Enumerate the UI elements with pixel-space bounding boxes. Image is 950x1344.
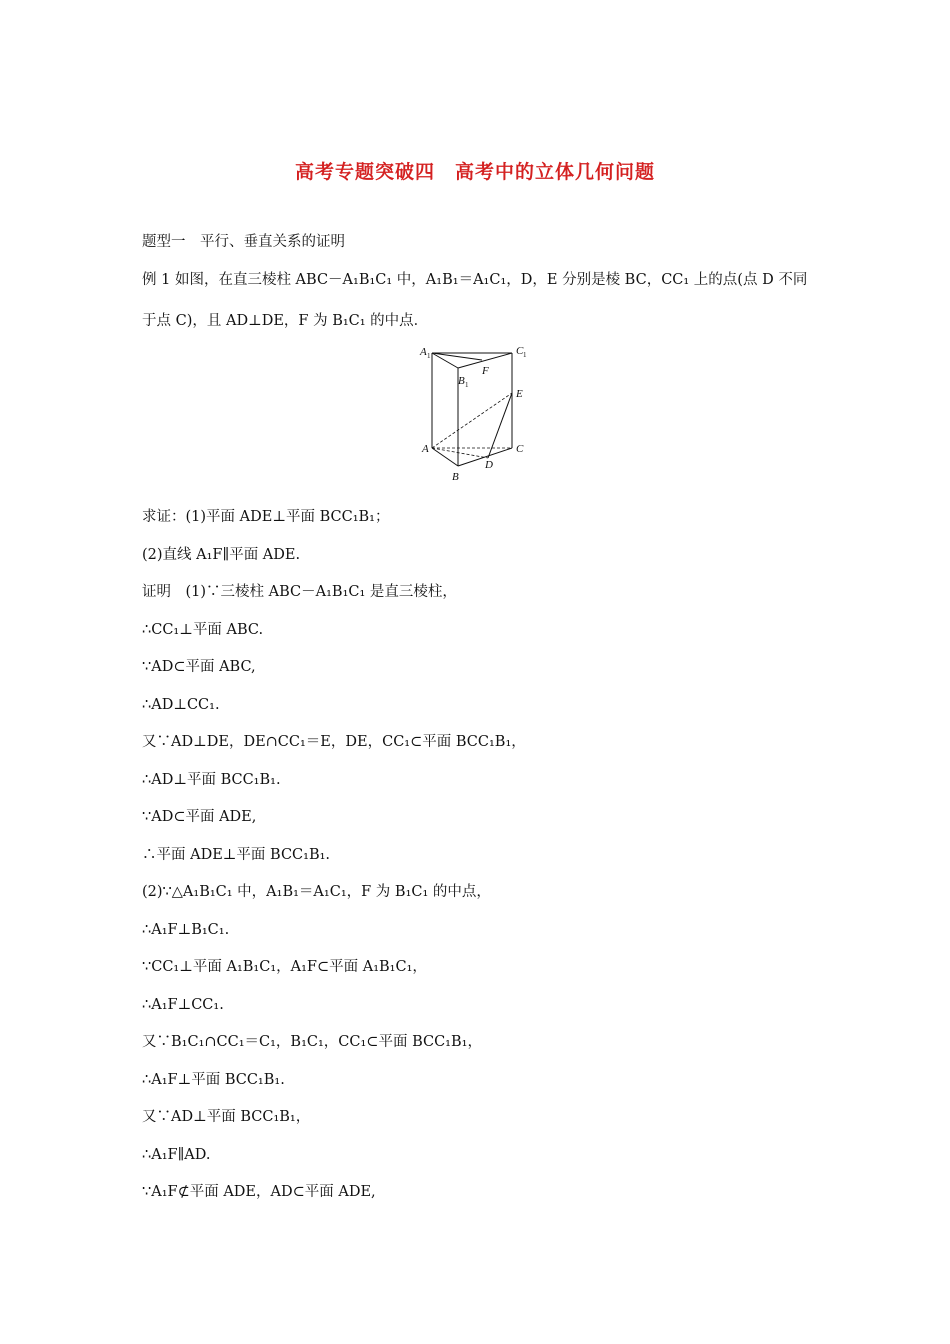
proof-line: 证明 (1)∵三棱柱 ABC－A₁B₁C₁ 是直三棱柱， xyxy=(142,584,457,600)
label-b1: B xyxy=(458,375,465,387)
label-a1: A xyxy=(420,346,427,358)
proof-line: 又∵B₁C₁∩CC₁＝C₁，B₁C₁，CC₁⊂平面 BCC₁B₁， xyxy=(142,1034,482,1050)
label-d: D xyxy=(485,459,493,471)
proof-line: (2)直线 A₁F∥平面 ADE. xyxy=(142,547,301,563)
page-title: 高考专题突破四 高考中的立体几何问题 xyxy=(294,161,655,183)
label-b: B xyxy=(452,471,459,483)
proof-line: 又∵AD⊥DE，DE∩CC₁＝E，DE，CC₁⊂平面 BCC₁B₁， xyxy=(142,734,526,750)
proof-line: ∵A₁F⊄平面 ADE，AD⊂平面 ADE, xyxy=(142,1184,376,1200)
proof-line: ∴平面 ADE⊥平面 BCC₁B₁. xyxy=(142,847,331,863)
proof-line: (2)∵△A₁B₁C₁ 中，A₁B₁＝A₁C₁，F 为 B₁C₁ 的中点， xyxy=(142,884,491,900)
label-f: F xyxy=(482,365,489,377)
proof-line: ∴CC₁⊥平面 ABC. xyxy=(142,622,264,638)
label-sub: 1 xyxy=(465,381,469,389)
label-c1: C xyxy=(516,345,524,357)
section-heading: 题型一 平行、垂直关系的证明 xyxy=(142,234,345,250)
example-text: 例 1 如图，在直三棱柱 ABC－A₁B₁C₁ 中，A₁B₁＝A₁C₁，D，E 分别是棱 BC，CC₁ 上的点(点 D 不同 xyxy=(142,272,808,288)
label-sub: 1 xyxy=(523,351,527,359)
proof-line: ∴A₁F⊥平面 BCC₁B₁. xyxy=(142,1072,285,1088)
label-e: E xyxy=(516,388,523,400)
proof-line: ∵AD⊂平面 ADE, xyxy=(142,809,257,825)
proof-line: ∵AD⊂平面 ABC, xyxy=(142,659,256,675)
proof-line: 求证：(1)平面 ADE⊥平面 BCC₁B₁； xyxy=(142,509,390,525)
proof-line: ∴AD⊥平面 BCC₁B₁. xyxy=(142,772,281,788)
proof-line: ∴AD⊥CC₁. xyxy=(142,697,220,713)
proof-line: ∴A₁F∥AD. xyxy=(142,1147,211,1163)
proof-line: ∴A₁F⊥CC₁. xyxy=(142,997,224,1013)
proof-line: ∵CC₁⊥平面 A₁B₁C₁，A₁F⊂平面 A₁B₁C₁， xyxy=(142,959,427,975)
prism-figure xyxy=(410,338,540,486)
label-sub: 1 xyxy=(427,352,431,360)
proof-line: 又∵AD⊥平面 BCC₁B₁， xyxy=(142,1109,311,1125)
label-a: A xyxy=(422,443,429,455)
proof-line: ∴A₁F⊥B₁C₁. xyxy=(142,922,230,938)
example-text: 于点 C)，且 AD⊥DE，F 为 B₁C₁ 的中点． xyxy=(142,313,429,329)
label-c: C xyxy=(516,443,524,455)
